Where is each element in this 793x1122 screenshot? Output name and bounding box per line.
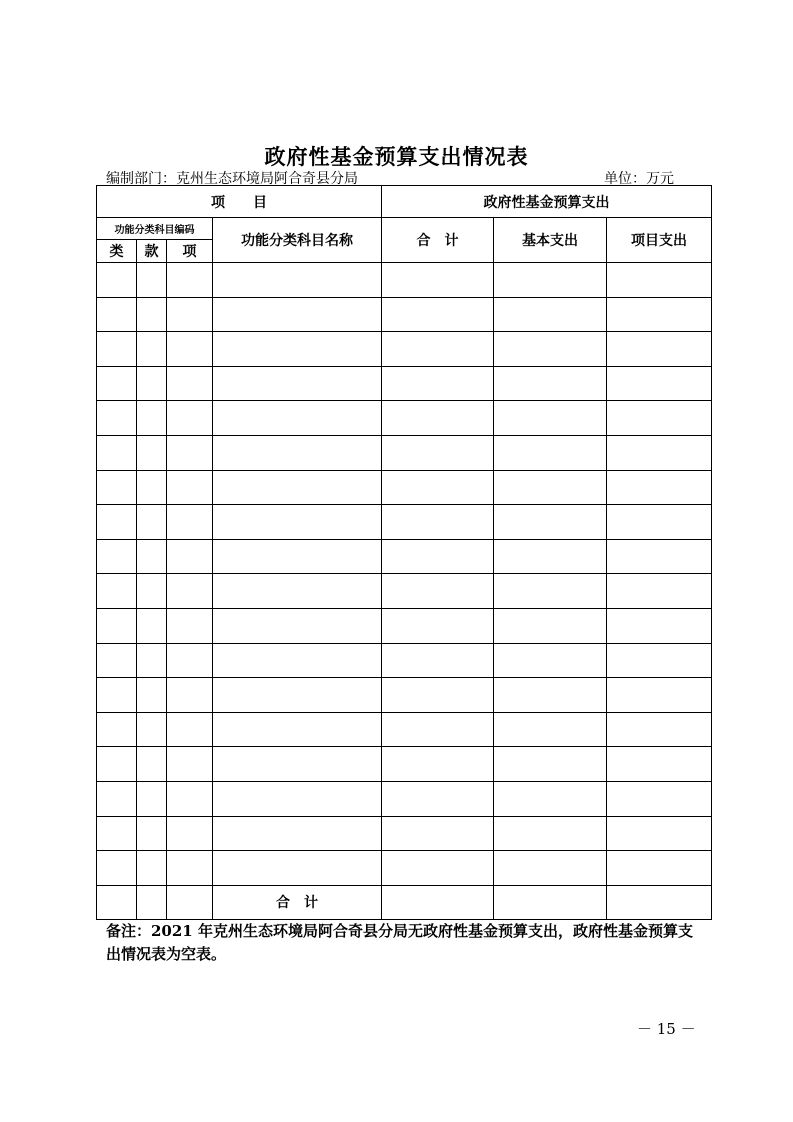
table-cell — [494, 332, 607, 367]
table-cell — [167, 470, 213, 505]
table-cell — [97, 539, 137, 574]
table-cell — [97, 401, 137, 436]
total-column-header: 合 计 — [382, 218, 494, 263]
table-cell — [607, 608, 712, 643]
table-cell — [607, 816, 712, 851]
table-cell — [382, 851, 494, 886]
table-row — [97, 643, 712, 678]
table-cell — [382, 263, 494, 298]
table-row — [97, 539, 712, 574]
table-cell — [137, 332, 167, 367]
table-row — [97, 366, 712, 401]
table-row — [97, 851, 712, 886]
table-cell — [167, 332, 213, 367]
table-cell — [167, 851, 213, 886]
table-cell — [137, 263, 167, 298]
table-cell — [137, 712, 167, 747]
table-cell — [167, 401, 213, 436]
footnote: 备注：2021 年克州生态环境局阿合奇县分局无政府性基金预算支出，政府性基金预算支出情况表为空表。 — [106, 922, 693, 963]
table-cell — [137, 539, 167, 574]
table-cell — [494, 608, 607, 643]
table-cell — [97, 781, 137, 816]
item-header: 项 目 — [97, 186, 382, 218]
table-cell — [137, 574, 167, 609]
table-cell — [607, 781, 712, 816]
table-cell — [382, 643, 494, 678]
table-cell — [382, 297, 494, 332]
table-cell — [97, 851, 137, 886]
table-cell — [97, 366, 137, 401]
project-expenditure-header: 项目支出 — [607, 218, 712, 263]
table-cell — [97, 643, 137, 678]
table-cell — [137, 435, 167, 470]
table-cell — [494, 505, 607, 540]
table-cell — [494, 643, 607, 678]
table-row — [97, 401, 712, 436]
table-row — [97, 678, 712, 713]
table-cell — [382, 539, 494, 574]
table-cell — [167, 539, 213, 574]
table-cell — [97, 747, 137, 782]
total-row-label: 合 计 — [213, 885, 382, 919]
table-cell — [167, 297, 213, 332]
class-header: 类 — [97, 240, 137, 263]
table-cell — [97, 574, 137, 609]
table-cell — [213, 747, 382, 782]
department-label: 编制部门：克州生态环境局阿合奇县分局 — [106, 171, 358, 187]
table-row — [97, 747, 712, 782]
table-cell — [167, 747, 213, 782]
table-cell — [213, 263, 382, 298]
table-cell — [167, 366, 213, 401]
table-cell — [137, 678, 167, 713]
table-cell — [213, 332, 382, 367]
table-row — [97, 263, 712, 298]
table-cell — [382, 505, 494, 540]
table-cell — [213, 297, 382, 332]
table-cell — [494, 851, 607, 886]
table-cell — [97, 470, 137, 505]
table-cell — [382, 712, 494, 747]
page-title: 政府性基金预算支出情况表 — [264, 144, 529, 169]
table-cell — [213, 816, 382, 851]
table-cell — [97, 435, 137, 470]
table-cell — [607, 401, 712, 436]
table-cell — [137, 816, 167, 851]
table-cell — [494, 366, 607, 401]
table-cell — [213, 608, 382, 643]
table-cell — [494, 263, 607, 298]
table-cell — [607, 263, 712, 298]
table-cell — [494, 574, 607, 609]
table-cell — [382, 470, 494, 505]
table-cell — [382, 574, 494, 609]
table-row — [97, 332, 712, 367]
table-cell — [607, 643, 712, 678]
table-cell — [213, 678, 382, 713]
budget-header: 政府性基金预算支出 — [382, 186, 712, 218]
table-cell — [97, 608, 137, 643]
unit-label: 单位：万元 — [604, 171, 674, 187]
table-cell — [137, 366, 167, 401]
table-cell — [607, 297, 712, 332]
table-cell — [382, 816, 494, 851]
table-row — [97, 781, 712, 816]
table-cell — [97, 505, 137, 540]
table-cell — [494, 435, 607, 470]
table-cell — [213, 366, 382, 401]
table-cell — [167, 678, 213, 713]
table-cell — [167, 435, 213, 470]
table-cell — [607, 366, 712, 401]
table-row — [97, 712, 712, 747]
table-cell — [213, 643, 382, 678]
table-row — [97, 505, 712, 540]
table-cell — [137, 851, 167, 886]
table-cell — [213, 435, 382, 470]
table-cell — [167, 505, 213, 540]
table-cell — [213, 712, 382, 747]
table-cell — [97, 678, 137, 713]
table-cell — [97, 712, 137, 747]
table-cell — [494, 747, 607, 782]
table-row — [97, 470, 712, 505]
table-cell — [382, 678, 494, 713]
table-cell — [494, 781, 607, 816]
table-cell — [382, 747, 494, 782]
table-cell — [382, 332, 494, 367]
table-cell — [137, 747, 167, 782]
table-cell — [213, 505, 382, 540]
table-cell — [167, 712, 213, 747]
page-number: － 15 － — [637, 1020, 696, 1038]
table-cell — [607, 470, 712, 505]
table-cell — [167, 574, 213, 609]
table-row — [97, 816, 712, 851]
code-header: 功能分类科目编码 — [97, 218, 213, 240]
basic-expenditure-header: 基本支出 — [494, 218, 607, 263]
table-cell — [494, 401, 607, 436]
table-cell — [607, 712, 712, 747]
table-cell — [382, 435, 494, 470]
table-cell — [382, 366, 494, 401]
table-cell — [607, 539, 712, 574]
name-header: 功能分类科目名称 — [213, 218, 382, 263]
table-cell — [137, 470, 167, 505]
item-code-header: 项 — [167, 240, 213, 263]
table-row — [97, 297, 712, 332]
table-row — [97, 608, 712, 643]
table-cell — [382, 401, 494, 436]
table-cell — [137, 505, 167, 540]
budget-table — [96, 185, 712, 920]
table-cell — [213, 470, 382, 505]
table-cell — [137, 401, 167, 436]
table-cell — [494, 816, 607, 851]
table-cell — [97, 297, 137, 332]
table-cell — [494, 539, 607, 574]
table-cell — [382, 608, 494, 643]
table-cell — [494, 678, 607, 713]
table-cell — [213, 574, 382, 609]
table-cell — [607, 747, 712, 782]
table-cell — [494, 712, 607, 747]
table-cell — [607, 851, 712, 886]
table-cell — [607, 678, 712, 713]
table-row — [97, 435, 712, 470]
table-cell — [167, 781, 213, 816]
table-row — [97, 574, 712, 609]
table-cell — [167, 608, 213, 643]
table-cell — [607, 505, 712, 540]
table-cell — [97, 263, 137, 298]
table-cell — [607, 574, 712, 609]
table-cell — [213, 539, 382, 574]
table-cell — [213, 851, 382, 886]
table-cell — [137, 608, 167, 643]
table-cell — [137, 643, 167, 678]
table-cell — [137, 781, 167, 816]
table-cell — [494, 297, 607, 332]
table-cell — [167, 816, 213, 851]
table-cell — [607, 435, 712, 470]
table-cell — [382, 781, 494, 816]
table-cell — [97, 332, 137, 367]
table-cell — [97, 816, 137, 851]
table-cell — [167, 263, 213, 298]
section-header: 款 — [137, 240, 167, 263]
table-cell — [167, 643, 213, 678]
table-cell — [137, 297, 167, 332]
table-cell — [494, 470, 607, 505]
table-cell — [213, 401, 382, 436]
table-cell — [213, 781, 382, 816]
total-row — [97, 885, 712, 919]
table-cell — [607, 332, 712, 367]
